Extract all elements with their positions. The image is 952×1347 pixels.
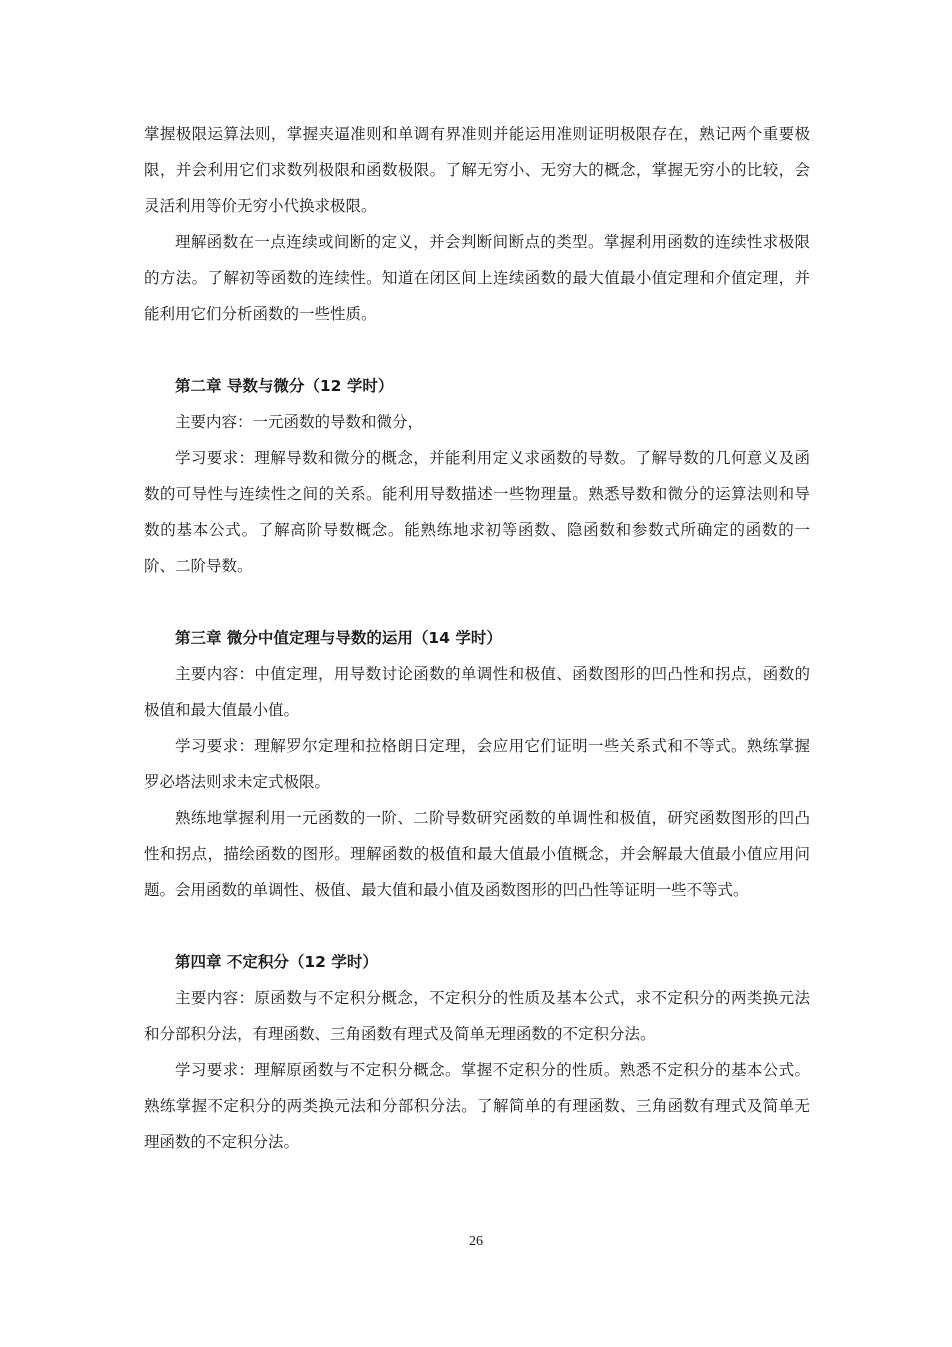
chapter-2-content: 主要内容：一元函数的导数和微分， (175, 413, 424, 431)
section-gap (144, 584, 810, 620)
chapter-3-requirements: 学习要求：理解罗尔定理和拉格朗日定理，会应用它们证明一些关系式和不等式。熟练掌握罗必塔法则求未定式极限。 (144, 737, 810, 791)
chapter-4-title: 第四章 不定积分（12 学时） (175, 953, 378, 971)
chapter-2-requirements: 学习要求：理解导数和微分的概念，并能利用定义求函数的导数。了解导数的几何意义及函数的可导性与连续性之间的关系。能利用导数描述一些物理量。熟悉导数和微分的运算法则和导数的基本公式。了解高阶导数概念。能熟练地求初等函数、隐函数和参数式所确定的函数的一阶、二阶导数。 (144, 449, 810, 575)
chapter-3-extra: 熟练地掌握利用一元函数的一阶、二阶导数研究函数的单调性和极值，研究函数图形的凹凸性和拐点，描绘函数的图形。理解函数的极值和最大值最小值概念，并会解最大值最小值应用问题。会用函数的单调性、极值、最大值和最小值及函数图形的凹凸性等证明一些不等式。 (144, 809, 810, 899)
chapter-3-content: 主要内容：中值定理，用导数讨论函数的单调性和极值、函数图形的凹凸性和拐点，函数的极值和最大值最小值。 (144, 665, 810, 719)
chapter-4-requirements: 学习要求：理解原函数与不定积分概念。掌握不定积分的性质。熟悉不定积分的基本公式。熟练掌握不定积分的两类换元法和分部积分法。了解简单的有理函数、三角函数有理式及简单无理函数的不定积分法。 (144, 1061, 810, 1151)
intro-paragraph-1: 掌握极限运算法则，掌握夹逼准则和单调有界准则并能运用准则证明极限存在，熟记两个重要极限，并会利用它们求数列极限和函数极限。了解无穷小、无穷大的概念，掌握无穷小的比较，会灵活利用等价无穷小代换求极限。 (144, 125, 810, 215)
section-gap (144, 332, 810, 368)
chapter-4-content: 主要内容：原函数与不定积分概念，不定积分的性质及基本公式，求不定积分的两类换元法和分部积分法，有理函数、三角函数有理式及简单无理函数的不定积分法。 (144, 989, 810, 1043)
chapter-2-title: 第二章 导数与微分（12 学时） (175, 377, 394, 395)
chapter-3-title: 第三章 微分中值定理与导数的运用（14 学时） (175, 629, 502, 647)
section-gap (144, 908, 810, 944)
intro-paragraph-2: 理解函数在一点连续或间断的定义，并会判断间断点的类型。掌握利用函数的连续性求极限的方法。了解初等函数的连续性。知道在闭区间上连续函数的最大值最小值定理和介值定理，并能利用它们分析函数的一些性质。 (144, 233, 810, 323)
page-body (144, 116, 810, 1160)
page-number: 26 (469, 1234, 483, 1249)
